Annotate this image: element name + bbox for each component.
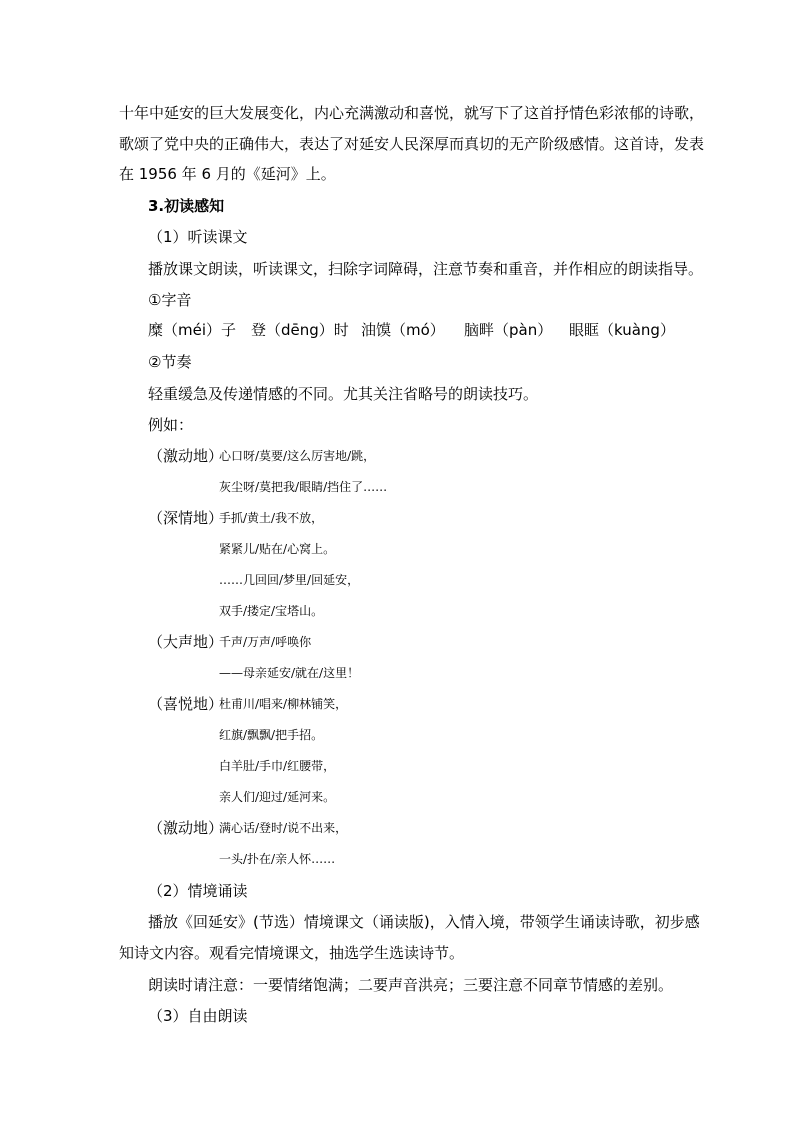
poem-line: ——母亲延安/就在/这里！ bbox=[219, 666, 360, 680]
rhythm-description: 轻重缓急及传递情感的不同。尤其关注省略号的朗读技巧。 bbox=[148, 385, 539, 403]
subsection-title-2: （2）情境诵读 bbox=[148, 882, 248, 900]
rhythm-title: ②节奏 bbox=[148, 353, 192, 371]
pronunciation-title: ①字音 bbox=[148, 291, 192, 309]
emotion-label: （大声地） bbox=[148, 633, 224, 651]
poem-line: 白羊肚/手巾/红腰带， bbox=[219, 759, 336, 773]
poem-line: 双手/搂定/宝塔山。 bbox=[219, 604, 324, 618]
poem-line: 杜甫川/唱来/柳林铺笑， bbox=[219, 697, 348, 711]
pronunciation-item: 油馍（mó） bbox=[361, 321, 445, 339]
subsection-2-line-2: 知诗文内容。观看完情境课文，抽选学生选读诗节。 bbox=[119, 944, 465, 962]
poem-line: 心口呀/莫要/这么厉害地/跳， bbox=[219, 449, 376, 463]
intro-line-3: 在 1956 年 6 月的《延河》上。 bbox=[119, 165, 336, 183]
poem-line: 满心话/登时/说不出来， bbox=[219, 821, 348, 835]
pronunciation-item: 眼眶（kuàng） bbox=[569, 321, 675, 339]
intro-line-1: 十年中延安的巨大发展变化，内心充满激动和喜悦，就写下了这首抒情色彩浓郁的诗歌， bbox=[119, 104, 705, 122]
intro-line-2: 歌颂了党中央的正确伟大，表达了对延安人民深厚而真切的无产阶级感情。这首诗，发表 bbox=[119, 135, 705, 153]
emotion-label: （喜悦地） bbox=[148, 695, 224, 713]
pronunciation-item: 糜（méi）子 bbox=[148, 321, 237, 339]
poem-line: 紧紧儿/贴在/心窝上。 bbox=[219, 542, 336, 556]
subsection-1-description: 播放课文朗读，听读课文，扫除字词障碍，注意节奏和重音，并作相应的朗读指导。 bbox=[148, 260, 704, 278]
poem-line: 手抓/黄土/我不放， bbox=[219, 511, 324, 525]
reading-notes: 朗读时请注意：一要情绪饱满；二要声音洪亮；三要注意不同章节情感的差别。 bbox=[148, 976, 674, 994]
subsection-2-line-1: 播放《回延安》(节选）情境课文（诵读版)，入情入境，带领学生诵读诗歌，初步感 bbox=[148, 913, 700, 931]
emotion-label: （深情地） bbox=[148, 509, 224, 527]
pronunciation-item: 脑畔（pàn） bbox=[464, 321, 553, 339]
emotion-label: （激动地） bbox=[148, 447, 224, 465]
poem-line: 千声/万声/呼唤你 bbox=[219, 635, 312, 649]
poem-line: 红旗/飘飘/把手招。 bbox=[219, 728, 324, 742]
example-label: 例如： bbox=[148, 416, 194, 434]
emotion-label: （激动地） bbox=[148, 819, 224, 837]
subsection-title-1: （1）听读课文 bbox=[148, 228, 248, 246]
subsection-title-3: （3）自由朗读 bbox=[148, 1007, 248, 1025]
poem-line: 一头/扑在/亲人怀…… bbox=[219, 852, 336, 866]
poem-line: 亲人们/迎过/延河来。 bbox=[219, 790, 336, 804]
poem-line: ……几回回/梦里/回延安， bbox=[219, 573, 360, 587]
poem-line: 灰尘呀/莫把我/眼睛/挡住了…… bbox=[219, 480, 388, 494]
section-title: 3.初读感知 bbox=[148, 197, 225, 215]
pronunciation-item: 登（dēng）时 bbox=[251, 321, 349, 339]
